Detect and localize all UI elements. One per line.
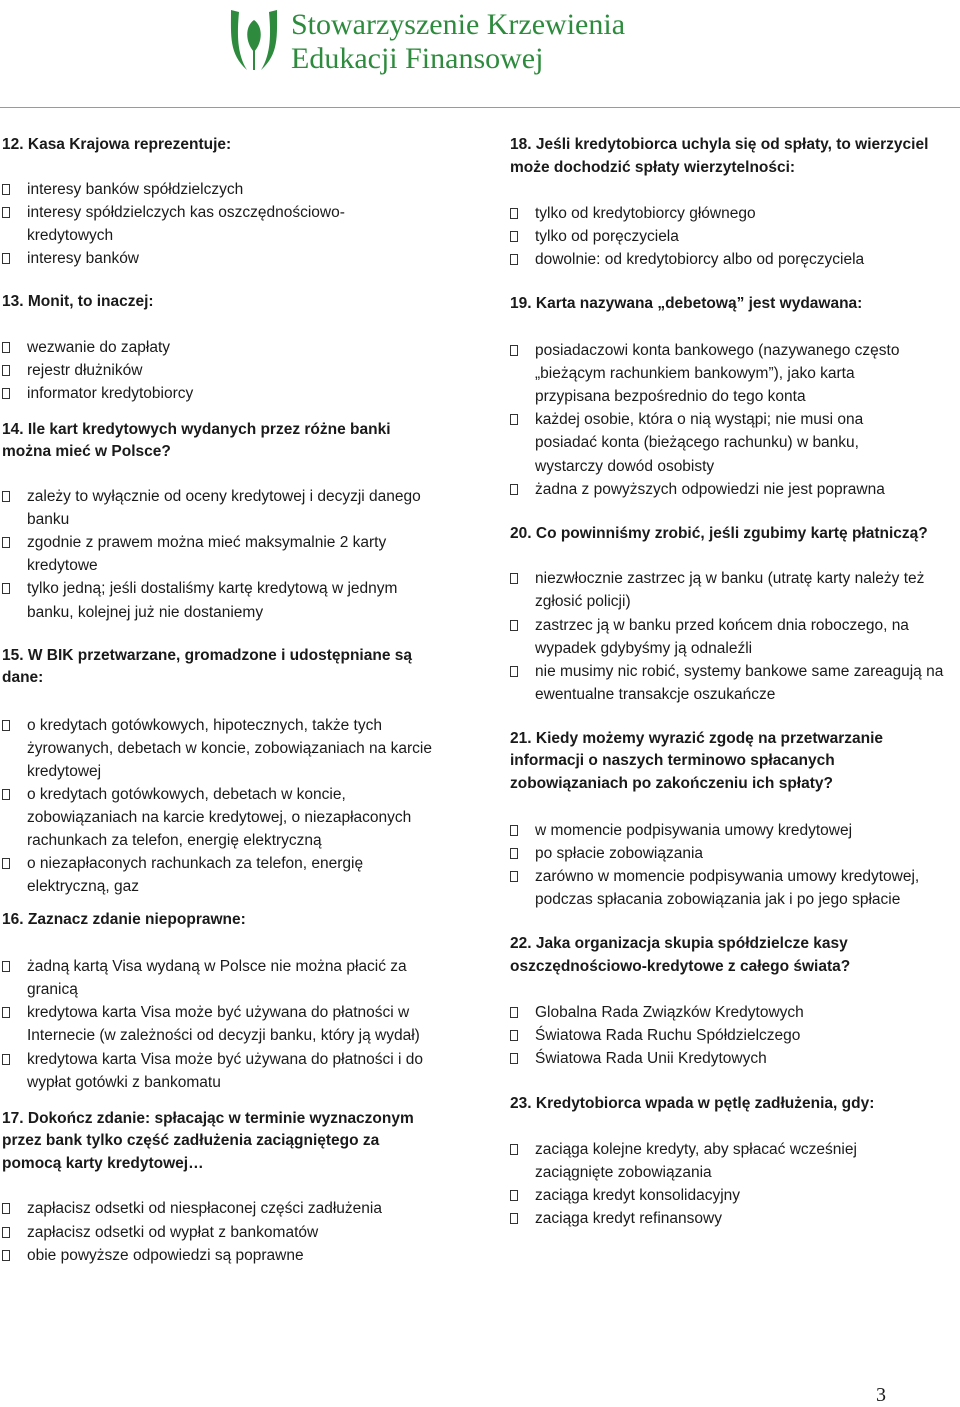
question-text: 13. Monit, to inaczej: — [2, 292, 154, 310]
checkbox-icon[interactable] — [2, 365, 10, 376]
answer-list — [2, 955, 447, 1094]
checkbox-icon[interactable] — [2, 1227, 10, 1238]
header — [225, 4, 645, 80]
answer-option[interactable]: kredytowa karta Visa może być używana do płatności w Internecie (w zależności od decyzji banku, który ją wydał) — [2, 1001, 447, 1047]
answer-list — [510, 339, 930, 501]
checkbox-icon[interactable] — [2, 720, 10, 731]
answer-option[interactable]: Globalna Rada Związków Kredytowych — [510, 1001, 890, 1024]
checkbox-icon[interactable] — [510, 345, 518, 356]
header-divider — [0, 107, 960, 108]
question-21 — [510, 728, 920, 911]
answer-option[interactable]: Światowa Rada Ruchu Spółdzielczego — [510, 1024, 890, 1047]
logo-icon — [225, 6, 283, 74]
answer-list — [2, 178, 462, 270]
answer-list — [510, 1001, 890, 1070]
page-number: 3 — [876, 1384, 886, 1406]
answer-option[interactable]: obie powyższe odpowiedzi są poprawne — [2, 1244, 447, 1267]
question-23 — [510, 1093, 960, 1231]
checkbox-icon[interactable] — [510, 254, 518, 265]
checkbox-icon[interactable] — [510, 1030, 518, 1041]
right-column — [510, 134, 960, 1230]
question-text: 23. Kredytobiorca wpada w pętlę zadłużenia, gdy: — [510, 1094, 875, 1112]
left-column — [2, 134, 462, 1267]
answer-option[interactable]: niezwłocznie zastrzec ją w banku (utratę karty należy też zgłosić policji) — [510, 567, 958, 613]
checkbox-icon[interactable] — [510, 871, 518, 882]
question-13 — [2, 291, 462, 405]
answer-option[interactable]: interesy banków — [2, 247, 462, 270]
answer-option[interactable]: rejestr dłużników — [2, 359, 462, 382]
question-text: 16. Zaznacz zdanie niepoprawne: — [2, 910, 246, 928]
answer-list — [2, 1197, 447, 1266]
checkbox-icon[interactable] — [510, 1053, 518, 1064]
question-20 — [510, 523, 960, 706]
checkbox-icon[interactable] — [510, 825, 518, 836]
checkbox-icon[interactable] — [2, 1007, 10, 1018]
answer-option[interactable]: zależy to wyłącznie od oceny kredytowej i decyzji danego banku — [2, 485, 442, 531]
checkbox-icon[interactable] — [2, 537, 10, 548]
answer-option[interactable]: zapłacisz odsetki od wypłat z bankomatów — [2, 1221, 447, 1244]
question-text: 15. W BIK przetwarzane, gromadzone i udostępniane są dane: — [2, 646, 412, 687]
question-12 — [2, 134, 462, 270]
checkbox-icon[interactable] — [510, 1144, 518, 1155]
answer-option[interactable]: zaciąga kredyt refinansowy — [510, 1207, 910, 1230]
checkbox-icon[interactable] — [510, 1007, 518, 1018]
checkbox-icon[interactable] — [510, 573, 518, 584]
checkbox-icon[interactable] — [2, 1054, 10, 1065]
answer-option[interactable]: zarówno w momencie podpisywania umowy kredytowej, podczas spłacania zobowiązania jak i po jego spłacie — [510, 865, 940, 911]
checkbox-icon[interactable] — [510, 208, 518, 219]
checkbox-icon[interactable] — [2, 388, 10, 399]
answer-option[interactable]: żadną kartą Visa wydaną w Polsce nie można płacić za granicą — [2, 955, 447, 1001]
checkbox-icon[interactable] — [510, 620, 518, 631]
answer-option[interactable]: kredytowa karta Visa może być używana do płatności i do wypłat gotówki z bankomatu — [2, 1048, 447, 1094]
answer-list — [510, 567, 958, 706]
answer-option[interactable]: o kredytach gotówkowych, hipotecznych, także tych żyrowanych, debetach w koncie, zobowiązaniach na karcie kredytowej — [2, 714, 447, 783]
answer-option[interactable]: po spłacie zobowiązania — [510, 842, 940, 865]
question-15 — [2, 645, 442, 899]
checkbox-icon[interactable] — [2, 583, 10, 594]
answer-option[interactable]: zastrzec ją w banku przed końcem dnia roboczego, na wypadek gdybyśmy ją odnaleźli — [510, 614, 945, 660]
checkbox-icon[interactable] — [2, 491, 10, 502]
checkbox-icon[interactable] — [510, 484, 518, 495]
checkbox-icon[interactable] — [510, 666, 518, 677]
question-14 — [2, 419, 422, 624]
answer-option[interactable]: o kredytach gotówkowych, debetach w koncie, zobowiązaniach na karcie kredytowej, o niezapłaconych rachunkach za telefon, energię elektryczną — [2, 783, 447, 852]
answer-list — [510, 202, 960, 271]
org-name-line2: Edukacji Finansowej — [291, 42, 544, 75]
org-name-line1: Stowarzyszenie Krzewienia — [291, 8, 626, 41]
question-18 — [510, 134, 960, 271]
answer-list — [510, 1138, 910, 1230]
answer-option[interactable]: dowolnie: od kredytobiorcy albo od poręczyciela — [510, 248, 960, 271]
answer-list — [510, 819, 940, 911]
question-text: 12. Kasa Krajowa reprezentuje: — [2, 136, 232, 153]
answer-option[interactable]: tylko jedną; jeśli dostaliśmy kartę kredytową w jednym banku, kolejnej już nie dostaniemy — [2, 577, 442, 623]
answer-option[interactable]: żadna z powyższych odpowiedzi nie jest poprawna — [510, 478, 930, 501]
answer-option[interactable]: zapłacisz odsetki od niespłaconej części zadłużenia — [2, 1197, 447, 1220]
checkbox-icon[interactable] — [510, 1190, 518, 1201]
answer-option[interactable]: wezwanie do zapłaty — [2, 336, 462, 359]
checkbox-icon[interactable] — [2, 1203, 10, 1214]
answer-option[interactable]: interesy banków spółdzielczych — [2, 178, 462, 201]
answer-option[interactable]: zgodnie z prawem można mieć maksymalnie 2 karty kredytowe — [2, 531, 442, 577]
answer-list — [2, 485, 442, 624]
answer-option[interactable]: zaciąga kredyt konsolidacyjny — [510, 1184, 910, 1207]
question-text: 21. Kiedy możemy wyrazić zgodę na przetwarzanie informacji o naszych terminowo spłacanych zobowiązaniach po zakończeniu ich spłaty? — [510, 729, 884, 793]
checkbox-icon[interactable] — [510, 1213, 518, 1224]
answer-option[interactable]: Światowa Rada Unii Kredytowych — [510, 1047, 890, 1070]
answer-option[interactable]: tylko od kredytobiorcy głównego — [510, 202, 960, 225]
checkbox-icon[interactable] — [510, 848, 518, 859]
question-17 — [2, 1108, 432, 1267]
checkbox-icon[interactable] — [2, 961, 10, 972]
question-16 — [2, 909, 462, 1094]
answer-list — [2, 714, 447, 899]
answer-option[interactable]: nie musimy nic robić, systemy bankowe same zareagują na ewentualne transakcje oszukańcze — [510, 660, 958, 706]
question-text: 22. Jaka organizacja skupia spółdzielcze kasy oszczędnościowo-kredytowe z całego świata? — [510, 935, 851, 975]
answer-option[interactable]: każdej osobie, która o nią wystąpi; nie musi ona posiadać konta (bieżącego rachunku) w banku, wystarczy dowód osobisty — [510, 408, 905, 477]
question-text: 19. Karta nazywana „debetową” jest wydawana: — [510, 295, 863, 313]
answer-option[interactable]: zaciąga kolejne kredyty, aby spłacać wcześniej zaciągnięte zobowiązania — [510, 1138, 910, 1184]
answer-option[interactable]: o niezapłaconych rachunkach za telefon, energię elektryczną, gaz — [2, 852, 447, 898]
question-text: 18. Jeśli kredytobiorca uchyla się od spłaty, to wierzyciel może dochodzić spłaty wierzytelności: — [510, 136, 929, 176]
answer-option[interactable]: w momencie podpisywania umowy kredytowej — [510, 819, 940, 842]
answer-option[interactable]: tylko od poręczyciela — [510, 225, 960, 248]
checkbox-icon[interactable] — [2, 207, 10, 218]
question-22 — [510, 933, 890, 1070]
checkbox-icon[interactable] — [2, 789, 10, 800]
question-19 — [510, 293, 960, 500]
answer-option[interactable]: informator kredytobiorcy — [2, 382, 462, 405]
question-text: 14. Ile kart kredytowych wydanych przez różne banki można mieć w Polsce? — [2, 420, 391, 461]
checkbox-icon[interactable] — [510, 414, 518, 425]
checkbox-icon[interactable] — [2, 1250, 10, 1261]
question-text: 17. Dokończ zdanie: spłacając w terminie wyznaczonym przez bank tylko część zadłużenia zaciągniętego za pomocą karty kredytowej… — [2, 1109, 414, 1172]
answer-option[interactable]: interesy spółdzielczych kas oszczędnościowo-kredytowych — [2, 201, 372, 247]
checkbox-icon[interactable] — [2, 253, 10, 264]
checkbox-icon[interactable] — [510, 231, 518, 242]
answer-option[interactable]: posiadaczowi konta bankowego (nazywanego często „bieżącym rachunkiem bankowym”), jako karta przypisana bezpośrednio do tego konta — [510, 339, 930, 408]
question-text: 20. Co powinniśmy zrobić, jeśli zgubimy kartę płatniczą? — [510, 524, 928, 542]
checkbox-icon[interactable] — [2, 342, 10, 353]
checkbox-icon[interactable] — [2, 858, 10, 869]
checkbox-icon[interactable] — [2, 184, 10, 195]
answer-list — [2, 336, 462, 405]
